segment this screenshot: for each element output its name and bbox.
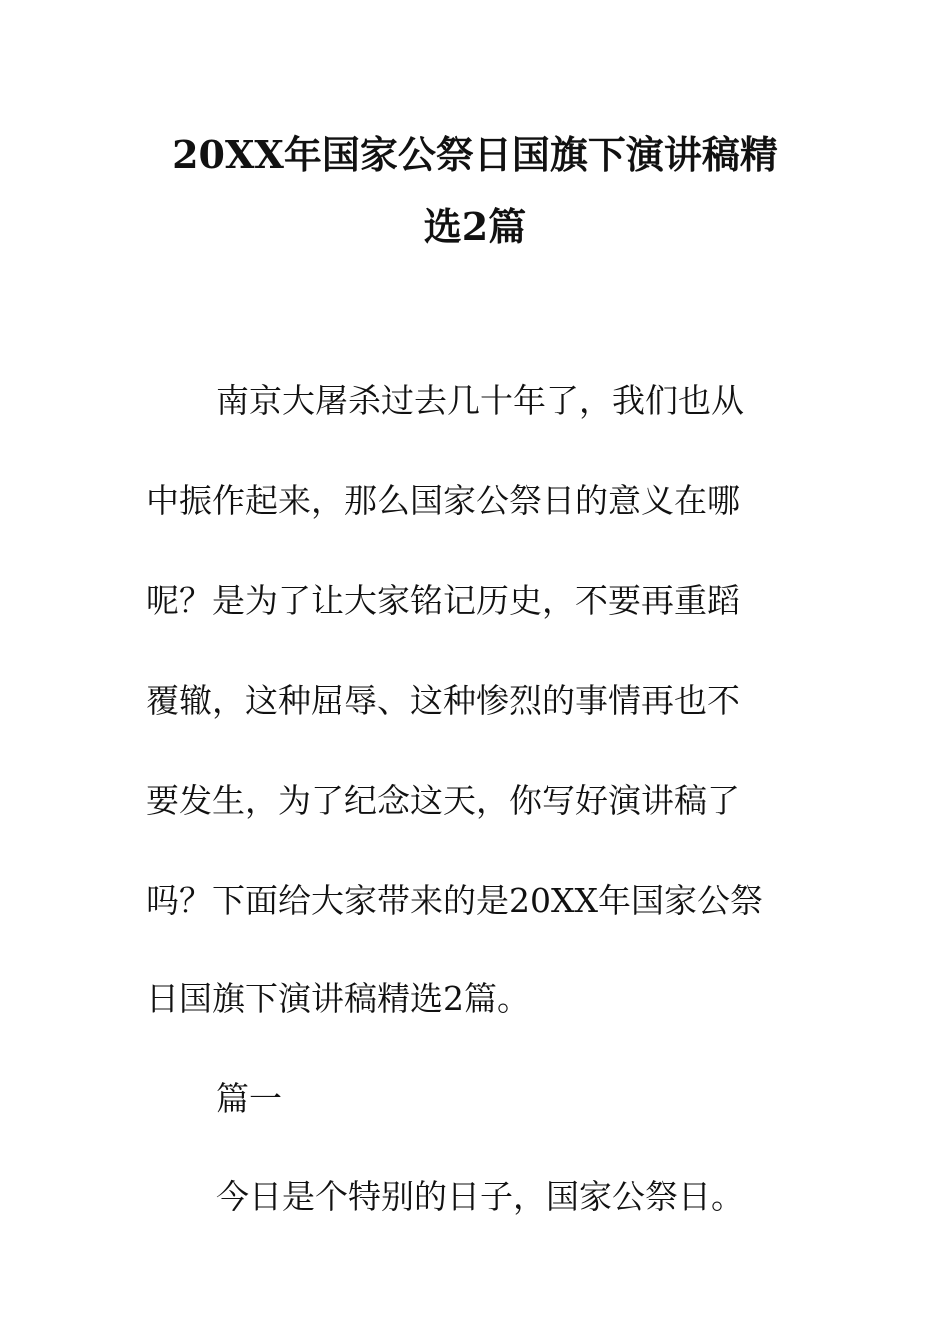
body-line-7: 日国旗下演讲稿精选2篇。: [146, 979, 530, 1018]
document-title-line-2: 选2篇: [423, 204, 527, 249]
body-line-1: 南京大屠杀过去几十年了，我们也从: [216, 381, 744, 420]
body-line-2: 中振作起来，那么国家公祭日的意义在哪: [146, 481, 740, 520]
section-heading: 篇一: [216, 1079, 282, 1118]
body-line-5: 要发生，为了纪念这天，你写好演讲稿了: [146, 781, 740, 820]
body-line-6: 吗？下面给大家带来的是20XX年国家公祭: [146, 881, 763, 920]
body-line-3: 呢？是为了让大家铭记历史，不要再重蹈: [146, 581, 740, 620]
body-line-4: 覆辙，这种屈辱、这种惨烈的事情再也不: [146, 681, 740, 720]
body-line-9: 今日是个特别的日子，国家公祭日。: [216, 1177, 744, 1216]
document-title-line-1: 20XX年国家公祭日国旗下演讲稿精: [172, 132, 778, 177]
